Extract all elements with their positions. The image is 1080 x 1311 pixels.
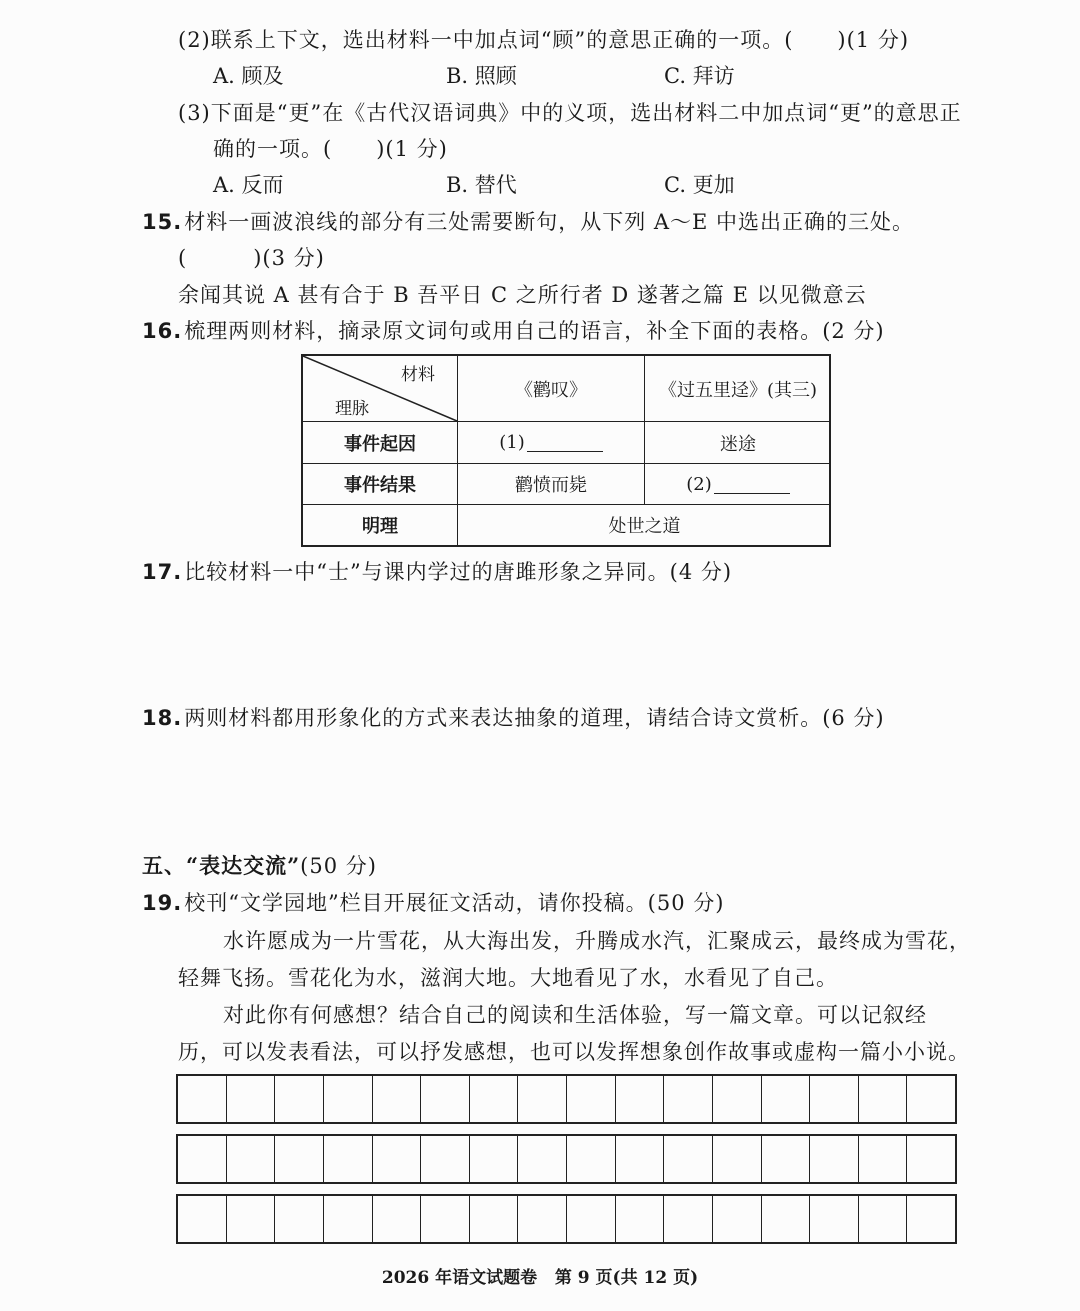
writing-grid-row-1[interactable] bbox=[176, 1074, 957, 1124]
q15-number: 15. bbox=[142, 210, 183, 234]
q14-sub2-option-b: B. 照顾 bbox=[446, 64, 517, 88]
q19-prompt-p1-line2: 轻舞飞扬。雪花化为水，滋润大地。大地看见了水，水看见了自己。 bbox=[178, 966, 838, 990]
table-cell-result-col1: 鹳愤而毙 bbox=[515, 475, 587, 496]
blank-1-line[interactable] bbox=[527, 433, 603, 452]
table-corner-top-label: 材料 bbox=[401, 364, 435, 385]
table-row-label-result: 事件结果 bbox=[344, 475, 416, 496]
q14-sub2-option-a: A. 顾及 bbox=[213, 64, 284, 88]
q18-number: 18. bbox=[142, 706, 183, 730]
q16-number: 16. bbox=[142, 319, 183, 343]
q19-number: 19. bbox=[142, 891, 183, 915]
q15-sentence: 余闻其说 A 甚有合于 B 吾平日 C 之所行者 D 遂著之篇 E 以见微意云 bbox=[178, 283, 867, 307]
q14-sub3-stem-line1: (3)下面是“更”在《古代汉语词典》中的义项，选出材料二中加点词“更”的意思正 bbox=[178, 101, 962, 125]
q17-text: 比较材料一中“士”与课内学过的唐雎形象之异同。(4 分) bbox=[184, 560, 733, 584]
blank-2-label: (2) bbox=[686, 473, 712, 495]
footer-page-number: 第 9 页(共 12 页) bbox=[554, 1268, 699, 1288]
footer-exam-name: 2026 年语文试题卷 bbox=[381, 1268, 538, 1288]
table-row-label-lesson: 明理 bbox=[362, 516, 398, 537]
q18-text: 两则材料都用形象化的方式来表达抽象的道理，请结合诗文赏析。(6 分) bbox=[184, 706, 885, 730]
q14-sub2-option-c: C. 拜访 bbox=[664, 64, 735, 88]
blank-2-line[interactable] bbox=[714, 475, 790, 494]
section5-score: (50 分) bbox=[300, 854, 377, 878]
q17-stem bbox=[142, 557, 732, 587]
q19-prompt-p1-line1: 水许愿成为一片雪花，从大海出发，升腾成水汽，汇聚成云，最终成为雪花， bbox=[223, 929, 971, 953]
q19-prompt-p2-line2: 历，可以发表看法，可以抒发感想，也可以发挥想象创作故事或虚构一篇小小说。 bbox=[178, 1040, 970, 1064]
q19-prompt-p2-line1: 对此你有何感想？结合自己的阅读和生活体验，写一篇文章。可以记叙经 bbox=[223, 1003, 927, 1027]
q14-sub3-option-c: C. 更加 bbox=[664, 173, 735, 197]
writing-grid-row-3[interactable] bbox=[176, 1194, 957, 1244]
table-header-col1: 《鹳叹》 bbox=[515, 379, 587, 401]
table-corner-bottom-label: 理脉 bbox=[335, 398, 369, 419]
q16-stem bbox=[142, 316, 885, 346]
q15-answer-paren: ( )(3 分) bbox=[178, 246, 325, 270]
section5-title: 五、“表达交流” bbox=[142, 853, 301, 878]
q16-text: 梳理两则材料，摘录原文词句或用自己的语言，补全下面的表格。(2 分) bbox=[184, 319, 885, 343]
q19-text: 校刊“文学园地”栏目开展征文活动，请你投稿。(50 分) bbox=[184, 891, 725, 915]
q14-sub3-stem-line2: 确的一项。( )(1 分) bbox=[213, 137, 448, 161]
blank-1-label: (1) bbox=[499, 432, 525, 453]
q15-stem bbox=[142, 207, 914, 237]
q18-stem bbox=[142, 703, 885, 733]
table-cell-result-col2 bbox=[645, 464, 831, 504]
q14-sub3-option-a: A. 反而 bbox=[213, 173, 284, 197]
q19-stem bbox=[142, 888, 724, 918]
q14-sub2-stem: (2)联系上下文，选出材料一中加点词“顾”的意思正确的一项。( )(1 分) bbox=[178, 28, 910, 52]
table-header-col2: 《过五里迳》(其三) bbox=[658, 379, 818, 401]
summary-table bbox=[301, 354, 831, 547]
q14-sub3-option-b: B. 替代 bbox=[446, 173, 517, 197]
section5-heading bbox=[142, 851, 377, 881]
table-cell-lesson-merged: 处世之道 bbox=[608, 516, 681, 537]
page-footer bbox=[0, 1263, 1080, 1288]
table-row-label-cause: 事件起因 bbox=[344, 433, 416, 455]
writing-grid-row-2[interactable] bbox=[176, 1134, 957, 1184]
table-cell-cause-col1 bbox=[458, 422, 644, 463]
q15-text: 材料一画波浪线的部分有三处需要断句，从下列 A～E 中选出正确的三处。 bbox=[184, 210, 915, 234]
table-cell-cause-col2: 迷途 bbox=[720, 433, 756, 455]
q17-number: 17. bbox=[142, 560, 183, 584]
